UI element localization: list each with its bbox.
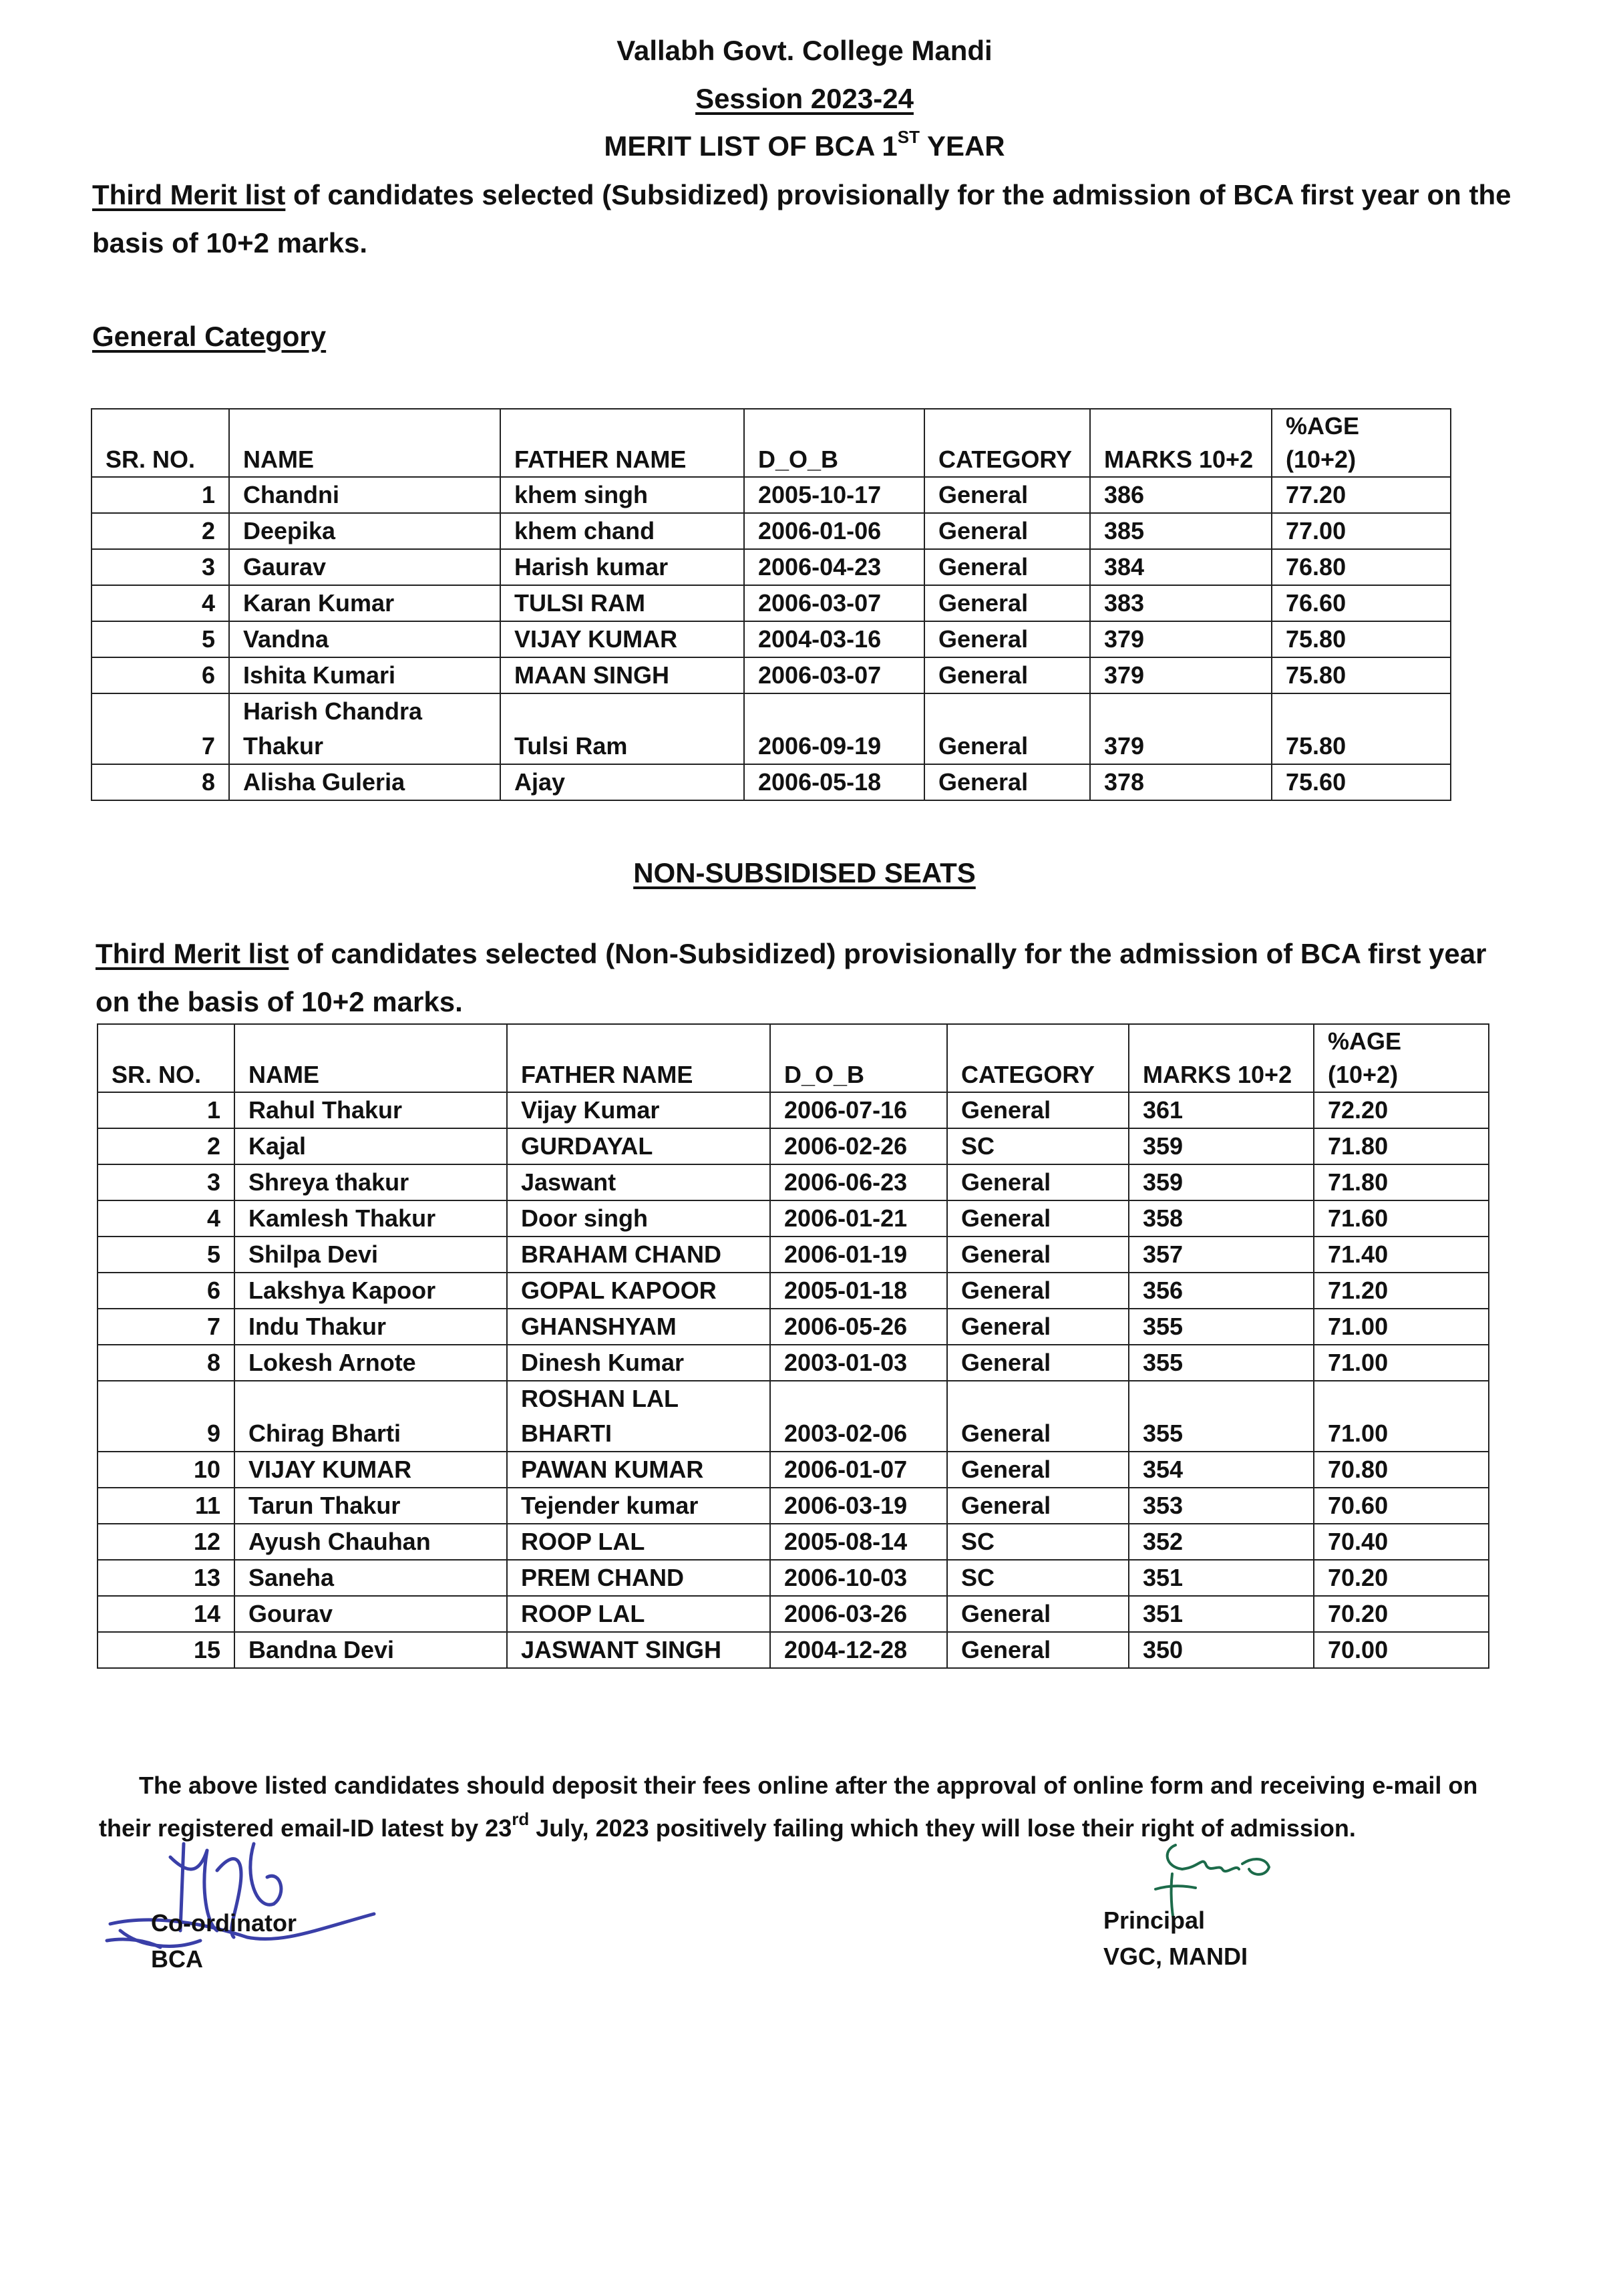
col-dob: D_O_B: [744, 409, 924, 477]
cell-dob: 2006-05-26: [770, 1309, 947, 1345]
cell-dob: 2006-10-03: [770, 1560, 947, 1596]
cell-dob: 2003-01-03: [770, 1345, 947, 1381]
cell-marks: 383: [1090, 585, 1272, 621]
cell-name: Gourav: [234, 1596, 507, 1632]
cell-category: SC: [947, 1560, 1129, 1596]
cell-dob: 2006-03-07: [744, 657, 924, 693]
cell-sr: 8: [92, 764, 229, 800]
cell-marks: 357: [1129, 1237, 1314, 1273]
cell-category: General: [947, 1632, 1129, 1668]
cell-category: General: [924, 621, 1090, 657]
cell-dob: 2006-04-23: [744, 549, 924, 585]
cell-father-name: MAAN SINGH: [500, 657, 744, 693]
general-category-table: [91, 408, 1451, 801]
cell-dob: 2004-03-16: [744, 621, 924, 657]
cell-marks: 378: [1090, 764, 1272, 800]
cell-sr: 3: [98, 1164, 234, 1200]
table-row: [98, 1524, 1489, 1560]
cell-name: Vandna: [229, 621, 500, 657]
cell-marks: 361: [1129, 1092, 1314, 1128]
cell-sr: 14: [98, 1596, 234, 1632]
cell-dob: 2006-01-06: [744, 513, 924, 549]
cell-marks: 350: [1129, 1632, 1314, 1668]
cell-father-name: GURDAYAL: [507, 1128, 770, 1164]
cell-category: General: [947, 1200, 1129, 1237]
cell-percentage: 71.00: [1314, 1309, 1489, 1345]
college-name: Vallabh Govt. College Mandi: [616, 35, 993, 66]
cell-category: General: [924, 693, 1090, 764]
table-row: [92, 621, 1451, 657]
cell-percentage: 77.20: [1272, 477, 1451, 513]
table-row: [98, 1128, 1489, 1164]
col-father-name: FATHER NAME: [507, 1024, 770, 1092]
cell-marks: 356: [1129, 1273, 1314, 1309]
cell-dob: 2006-01-07: [770, 1452, 947, 1488]
table-row: [98, 1273, 1489, 1309]
cell-sr: 1: [92, 477, 229, 513]
cell-marks: 355: [1129, 1345, 1314, 1381]
cell-marks: 351: [1129, 1560, 1314, 1596]
merit-list-title: MERIT LIST OF BCA 1ST YEAR: [604, 127, 1005, 162]
cell-marks: 385: [1090, 513, 1272, 549]
cell-dob: 2006-01-21: [770, 1200, 947, 1237]
cell-father-name: Harish kumar: [500, 549, 744, 585]
cell-percentage: 70.80: [1314, 1452, 1489, 1488]
cell-father-name: BRAHAM CHAND: [507, 1237, 770, 1273]
cell-percentage: 75.80: [1272, 657, 1451, 693]
table-row: [98, 1560, 1489, 1596]
cell-percentage: 71.00: [1314, 1381, 1489, 1452]
cell-dob: 2006-03-19: [770, 1488, 947, 1524]
cell-sr: 13: [98, 1560, 234, 1596]
cell-dob: 2005-10-17: [744, 477, 924, 513]
cell-percentage: 76.80: [1272, 549, 1451, 585]
session-title: Session 2023-24: [695, 83, 914, 114]
cell-category: General: [947, 1488, 1129, 1524]
cell-father-name: Dinesh Kumar: [507, 1345, 770, 1381]
cell-name: Shilpa Devi: [234, 1237, 507, 1273]
cell-marks: 354: [1129, 1452, 1314, 1488]
col-percentage: %AGE (10+2): [1272, 409, 1451, 477]
cell-father-name: khem chand: [500, 513, 744, 549]
coordinator-dept: BCA: [151, 1945, 203, 1973]
cell-sr: 6: [98, 1273, 234, 1309]
cell-percentage: 72.20: [1314, 1092, 1489, 1128]
cell-dob: 2006-06-23: [770, 1164, 947, 1200]
cell-category: General: [947, 1381, 1129, 1452]
cell-category: General: [924, 585, 1090, 621]
cell-name: Chirag Bharti: [234, 1381, 507, 1452]
cell-name: Chandni: [229, 477, 500, 513]
cell-sr: 5: [98, 1237, 234, 1273]
cell-father-name: Vijay Kumar: [507, 1092, 770, 1128]
cell-marks: 386: [1090, 477, 1272, 513]
cell-name: Deepika: [229, 513, 500, 549]
cell-dob: 2005-01-18: [770, 1273, 947, 1309]
cell-name: VIJAY KUMAR: [234, 1452, 507, 1488]
non-subsidised-table: [97, 1023, 1489, 1669]
cell-percentage: 71.60: [1314, 1200, 1489, 1237]
principal-label: Principal: [1103, 1907, 1206, 1934]
table-row: [98, 1381, 1489, 1452]
cell-sr: 4: [98, 1200, 234, 1237]
cell-father-name: ROSHAN LAL BHARTI: [507, 1381, 770, 1452]
table-row: [98, 1345, 1489, 1381]
cell-category: General: [947, 1596, 1129, 1632]
cell-dob: 2006-07-16: [770, 1092, 947, 1128]
table-row: [98, 1596, 1489, 1632]
cell-father-name: PREM CHAND: [507, 1560, 770, 1596]
cell-category: General: [924, 477, 1090, 513]
coordinator-signature: [100, 1830, 394, 1977]
cell-dob: 2003-02-06: [770, 1381, 947, 1452]
cell-sr: 7: [92, 693, 229, 764]
cell-name: Lakshya Kapoor: [234, 1273, 507, 1309]
col-percentage: %AGE (10+2): [1314, 1024, 1489, 1092]
col-marks: MARKS 10+2: [1129, 1024, 1314, 1092]
cell-dob: 2004-12-28: [770, 1632, 947, 1668]
table-row: [98, 1200, 1489, 1237]
intro-subsidized: Third Merit list of candidates selected (Subsidized) provisionally for the admission of BCA first year on the basis of 10+2 marks.: [92, 179, 1511, 259]
cell-dob: 2006-09-19: [744, 693, 924, 764]
table-row: [92, 657, 1451, 693]
cell-sr: 12: [98, 1524, 234, 1560]
col-name: NAME: [234, 1024, 507, 1092]
cell-name: Tarun Thakur: [234, 1488, 507, 1524]
table-header-row: [92, 409, 1451, 477]
coordinator-label: Co-ordinator: [151, 1909, 297, 1937]
cell-name: Kajal: [234, 1128, 507, 1164]
cell-percentage: 70.20: [1314, 1596, 1489, 1632]
cell-name: Ishita Kumari: [229, 657, 500, 693]
non-subsidised-heading: NON-SUBSIDISED SEATS: [633, 857, 976, 888]
cell-sr: 2: [98, 1128, 234, 1164]
cell-marks: 355: [1129, 1309, 1314, 1345]
cell-percentage: 71.20: [1314, 1273, 1489, 1309]
col-category: CATEGORY: [947, 1024, 1129, 1092]
cell-category: General: [924, 513, 1090, 549]
cell-name: Ayush Chauhan: [234, 1524, 507, 1560]
table-header-row: [98, 1024, 1489, 1092]
col-dob: D_O_B: [770, 1024, 947, 1092]
col-sr: SR. NO.: [98, 1024, 234, 1092]
cell-percentage: 70.00: [1314, 1632, 1489, 1668]
cell-father-name: Door singh: [507, 1200, 770, 1237]
col-father-name: FATHER NAME: [500, 409, 744, 477]
table-row: [92, 513, 1451, 549]
cell-marks: 351: [1129, 1596, 1314, 1632]
col-name: NAME: [229, 409, 500, 477]
table-row: [98, 1237, 1489, 1273]
cell-marks: 353: [1129, 1488, 1314, 1524]
table-row: [98, 1488, 1489, 1524]
cell-percentage: 70.20: [1314, 1560, 1489, 1596]
cell-father-name: Tulsi Ram: [500, 693, 744, 764]
cell-sr: 7: [98, 1309, 234, 1345]
cell-sr: 2: [92, 513, 229, 549]
cell-category: General: [947, 1237, 1129, 1273]
cell-category: General: [947, 1092, 1129, 1128]
principal-college: VGC, MANDI: [1103, 1943, 1248, 1970]
intro-non-subsidized: Third Merit list of candidates selected (Non-Subsidized) provisionally for the admission of BCA first year on the basis of 10+2 marks.: [96, 938, 1487, 1017]
cell-marks: 355: [1129, 1381, 1314, 1452]
cell-father-name: GHANSHYAM: [507, 1309, 770, 1345]
cell-father-name: khem singh: [500, 477, 744, 513]
cell-category: General: [947, 1309, 1129, 1345]
cell-percentage: 71.40: [1314, 1237, 1489, 1273]
cell-father-name: TULSI RAM: [500, 585, 744, 621]
cell-dob: 2006-02-26: [770, 1128, 947, 1164]
cell-name: Saneha: [234, 1560, 507, 1596]
cell-percentage: 70.60: [1314, 1488, 1489, 1524]
cell-category: General: [947, 1452, 1129, 1488]
cell-sr: 10: [98, 1452, 234, 1488]
cell-category: General: [924, 764, 1090, 800]
table-row: [98, 1309, 1489, 1345]
cell-name: Alisha Guleria: [229, 764, 500, 800]
cell-dob: 2006-05-18: [744, 764, 924, 800]
cell-sr: 1: [98, 1092, 234, 1128]
table-row: [92, 549, 1451, 585]
cell-father-name: Jaswant: [507, 1164, 770, 1200]
cell-name: Bandna Devi: [234, 1632, 507, 1668]
cell-category: General: [924, 657, 1090, 693]
cell-percentage: 71.00: [1314, 1345, 1489, 1381]
cell-sr: 4: [92, 585, 229, 621]
table-row: [92, 764, 1451, 800]
table-row: [98, 1164, 1489, 1200]
cell-marks: 358: [1129, 1200, 1314, 1237]
cell-dob: 2005-08-14: [770, 1524, 947, 1560]
cell-percentage: 75.60: [1272, 764, 1451, 800]
cell-marks: 379: [1090, 657, 1272, 693]
cell-category: General: [947, 1273, 1129, 1309]
cell-percentage: 76.60: [1272, 585, 1451, 621]
cell-sr: 9: [98, 1381, 234, 1452]
cell-percentage: 70.40: [1314, 1524, 1489, 1560]
general-category-heading: General Category: [92, 321, 327, 352]
cell-dob: 2006-03-07: [744, 585, 924, 621]
cell-marks: 379: [1090, 621, 1272, 657]
cell-name: Karan Kumar: [229, 585, 500, 621]
cell-marks: 384: [1090, 549, 1272, 585]
cell-dob: 2006-01-19: [770, 1237, 947, 1273]
cell-sr: 11: [98, 1488, 234, 1524]
table-row: [98, 1092, 1489, 1128]
cell-percentage: 71.80: [1314, 1164, 1489, 1200]
cell-name: Lokesh Arnote: [234, 1345, 507, 1381]
cell-sr: 6: [92, 657, 229, 693]
intro-non-subsidized-lead: Third Merit list: [96, 938, 289, 969]
cell-name: Harish Chandra Thakur: [229, 693, 500, 764]
table-row: [92, 693, 1451, 764]
col-sr: SR. NO.: [92, 409, 229, 477]
cell-sr: 8: [98, 1345, 234, 1381]
cell-category: SC: [947, 1524, 1129, 1560]
cell-father-name: JASWANT SINGH: [507, 1632, 770, 1668]
cell-percentage: 71.80: [1314, 1128, 1489, 1164]
cell-category: SC: [947, 1128, 1129, 1164]
table-row: [92, 477, 1451, 513]
col-marks: MARKS 10+2: [1090, 409, 1272, 477]
cell-percentage: 77.00: [1272, 513, 1451, 549]
cell-father-name: ROOP LAL: [507, 1524, 770, 1560]
cell-dob: 2006-03-26: [770, 1596, 947, 1632]
cell-marks: 379: [1090, 693, 1272, 764]
cell-category: General: [947, 1345, 1129, 1381]
table-row: [92, 585, 1451, 621]
cell-father-name: GOPAL KAPOOR: [507, 1273, 770, 1309]
cell-name: Shreya thakur: [234, 1164, 507, 1200]
cell-name: Indu Thakur: [234, 1309, 507, 1345]
cell-father-name: Tejender kumar: [507, 1488, 770, 1524]
cell-father-name: PAWAN KUMAR: [507, 1452, 770, 1488]
cell-name: Rahul Thakur: [234, 1092, 507, 1128]
cell-father-name: VIJAY KUMAR: [500, 621, 744, 657]
intro-subsidized-lead: Third Merit list: [92, 179, 286, 210]
cell-category: General: [947, 1164, 1129, 1200]
cell-father-name: Ajay: [500, 764, 744, 800]
table-row: [98, 1452, 1489, 1488]
cell-percentage: 75.80: [1272, 621, 1451, 657]
cell-father-name: ROOP LAL: [507, 1596, 770, 1632]
cell-name: Gaurav: [229, 549, 500, 585]
cell-name: Kamlesh Thakur: [234, 1200, 507, 1237]
cell-marks: 352: [1129, 1524, 1314, 1560]
cell-sr: 15: [98, 1632, 234, 1668]
cell-sr: 3: [92, 549, 229, 585]
cell-category: General: [924, 549, 1090, 585]
cell-marks: 359: [1129, 1164, 1314, 1200]
cell-percentage: 75.80: [1272, 693, 1451, 764]
col-category: CATEGORY: [924, 409, 1090, 477]
cell-sr: 5: [92, 621, 229, 657]
cell-marks: 359: [1129, 1128, 1314, 1164]
table-row: [98, 1632, 1489, 1668]
fee-deposit-note: The above listed candidates should deposit their fees online after the approval of online form and receiving e-mail on their registered email-ID latest by 23rd July, 2023 positively failing which they will lose their right of admission.: [99, 1772, 1478, 1842]
